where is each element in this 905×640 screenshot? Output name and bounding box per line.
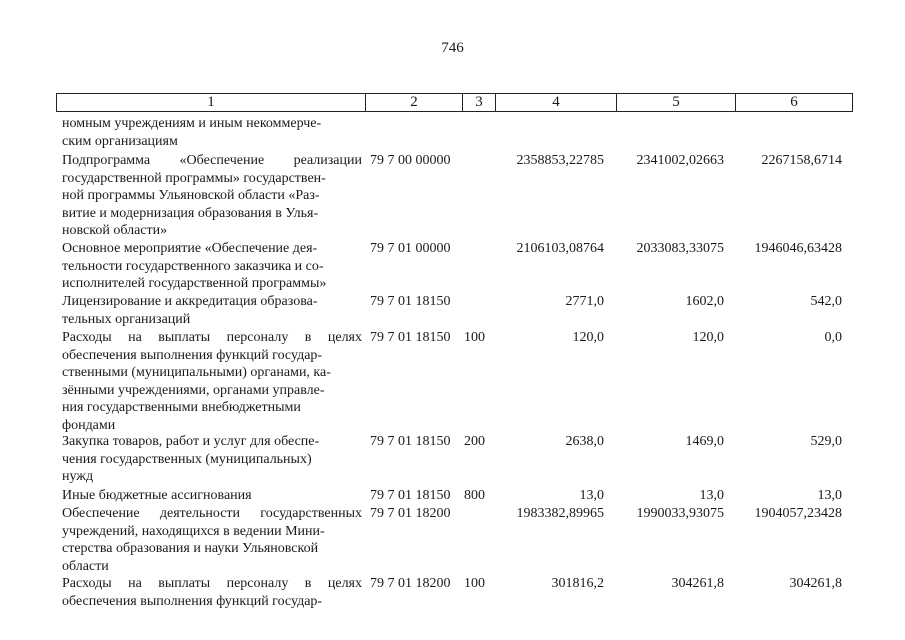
table-row (56, 240, 848, 293)
row-code: 79 7 01 18150 (370, 294, 451, 309)
row-value-6: 0,0 (824, 330, 842, 345)
row-description: Расходы на выплаты персоналу в целях обеспечения выполнения функций государ- (62, 576, 362, 609)
row-value-6: 1946046,63428 (754, 241, 842, 256)
row-value-6: 1904057,23428 (754, 506, 842, 521)
header-col-2: 2 (366, 94, 463, 112)
row-code: 79 7 01 18150 (370, 488, 451, 503)
header-col-3: 3 (463, 94, 496, 112)
table-row (56, 329, 848, 433)
table-body (56, 115, 848, 611)
table-row (56, 487, 848, 505)
row-code: 79 7 01 18150 (370, 330, 451, 345)
header-col-1: 1 (57, 94, 366, 112)
table-row (56, 293, 848, 329)
row-value-4: 1983382,89965 (516, 506, 604, 521)
row-value-4: 120,0 (572, 330, 604, 345)
row-value-4: 301816,2 (551, 576, 604, 591)
row-value-6: 542,0 (810, 294, 842, 309)
table-header (56, 93, 853, 112)
header-col-6: 6 (736, 94, 853, 112)
row-code: 79 7 00 00000 (370, 153, 451, 168)
row-value-6: 529,0 (810, 434, 842, 449)
row-code: 79 7 01 18200 (370, 576, 451, 591)
row-value-4: 2358853,22785 (516, 153, 604, 168)
row-description: Обеспечение деятельности государственных учреждений, находящихся в ведении Мини- стерства образования и науки Ульяновской области (62, 506, 362, 574)
row-expense-type: 200 (464, 434, 485, 449)
row-description: Подпрограмма «Обеспечение реализации государственной программы» государствен- ной программы Ульяновской области «Раз- витие и модернизация образования в Улья- новской области» (62, 153, 362, 239)
row-value-5: 2033083,33075 (636, 241, 724, 256)
row-value-5: 304261,8 (671, 576, 724, 591)
row-value-5: 120,0 (692, 330, 724, 345)
row-description: Закупка товаров, работ и услуг для обеспе- чения государственных (муниципальных) нужд (62, 434, 320, 485)
row-description: номным учреждениям и иным некоммерче- ским организациям (62, 116, 322, 149)
row-value-5: 13,0 (699, 488, 724, 503)
table-row (56, 152, 848, 240)
row-value-4: 2771,0 (565, 294, 604, 309)
row-expense-type: 100 (464, 330, 485, 345)
row-value-6: 304261,8 (789, 576, 842, 591)
row-code: 79 7 01 00000 (370, 241, 451, 256)
table-row (56, 115, 848, 152)
row-value-5: 1469,0 (685, 434, 724, 449)
row-code: 79 7 01 18150 (370, 434, 451, 449)
row-description: Лицензирование и аккредитация образова- тельных организаций (62, 294, 318, 327)
header-col-4: 4 (496, 94, 617, 112)
table-row (56, 433, 848, 487)
row-value-6: 2267158,6714 (761, 153, 842, 168)
row-expense-type: 800 (464, 488, 485, 503)
page-number: 746 (441, 40, 464, 56)
header-col-5: 5 (617, 94, 736, 112)
row-value-5: 1602,0 (685, 294, 724, 309)
row-value-4: 13,0 (579, 488, 604, 503)
row-value-5: 2341002,02663 (636, 153, 724, 168)
row-description: Иные бюджетные ассигнования (62, 488, 252, 503)
row-value-4: 2106103,08764 (516, 241, 604, 256)
row-description: Основное мероприятие «Обеспечение дея- тельности государственного заказчика и со- исполнителей государственной программы» (62, 241, 327, 292)
row-value-6: 13,0 (817, 488, 842, 503)
row-description: Расходы на выплаты персоналу в целях обеспечения выполнения функций государ- ственными (муниципальными) органами, ка- зёнными учреждениями, органами управле- ния государственными внебюджетными фондами (62, 330, 362, 433)
row-expense-type: 100 (464, 576, 485, 591)
row-value-4: 2638,0 (565, 434, 604, 449)
table-row (56, 505, 848, 575)
row-value-5: 1990033,93075 (636, 506, 724, 521)
row-code: 79 7 01 18200 (370, 506, 451, 521)
table-row (56, 575, 848, 611)
